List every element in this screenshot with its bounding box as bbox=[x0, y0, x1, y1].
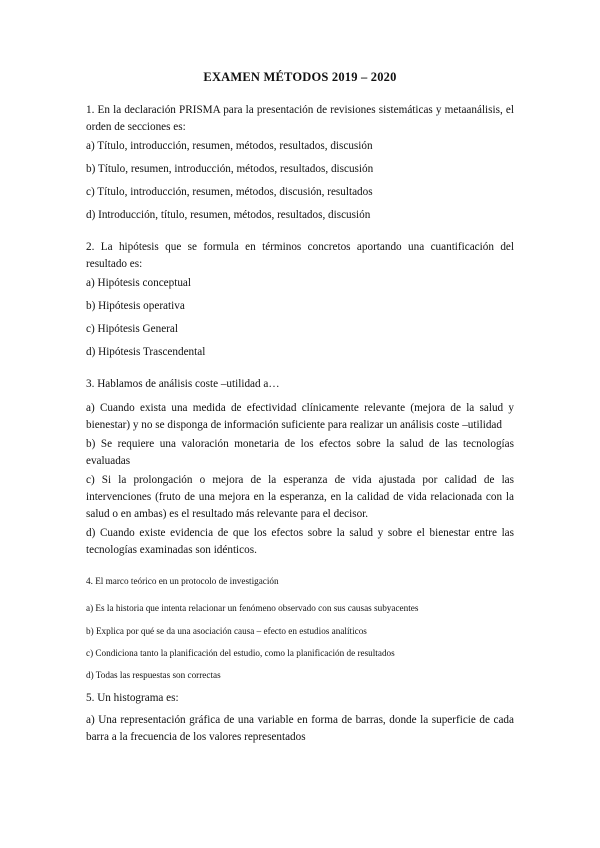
question-2: 2. La hipótesis que se formula en términos concretos aportando una cuantificación del resultado es: bbox=[86, 241, 514, 270]
q4-option-b: b) Explica por qué se da una asociación causa – efecto en estudios analíticos bbox=[86, 626, 367, 636]
q3-option-b: b) Se requiere una valoración monetaria de los efectos sobre la salud de las tecnologías evaluadas bbox=[86, 438, 514, 467]
q1-option-a: a) Título, introducción, resumen, métodos, resultados, discusión bbox=[86, 140, 373, 152]
q2-option-b: b) Hipótesis operativa bbox=[86, 300, 185, 312]
q3-option-c: c) Si la prolongación o mejora de la esperanza de vida ajustada por calidad de las intervenciones (fruto de una mejora en la esperanza, en la calidad de vida relacionada con la salud o en ambas) es el resultado más relevante para el decisor. bbox=[86, 474, 514, 520]
q1-option-d: d) Introducción, título, resumen, métodos, resultados, discusión bbox=[86, 209, 371, 221]
q1-option-c: c) Título, introducción, resumen, métodos, discusión, resultados bbox=[86, 186, 373, 198]
q4-option-d: d) Todas las respuestas son correctas bbox=[86, 670, 221, 680]
q1-option-b: b) Título, resumen, introducción, métodos, resultados, discusión bbox=[86, 163, 374, 175]
exam-title: EXAMEN MÉTODOS 2019 – 2020 bbox=[203, 70, 397, 84]
q3-option-a: a) Cuando exista una medida de efectividad clínicamente relevante (mejora de la salud y bienestar) y no se disponga de información suficiente para realizar un análisis coste –utilidad bbox=[86, 402, 514, 431]
question-3: 3. Hablamos de análisis coste –utilidad a… bbox=[86, 378, 280, 390]
question-5: 5. Un histograma es: bbox=[86, 692, 179, 704]
q2-option-d: d) Hipótesis Trascendental bbox=[86, 346, 206, 358]
question-4: 4. El marco teórico en un protocolo de investigación bbox=[86, 576, 279, 586]
q4-option-c: c) Condiciona tanto la planificación del estudio, como la planificación de resultados bbox=[86, 648, 395, 658]
q2-option-a: a) Hipótesis conceptual bbox=[86, 277, 192, 289]
question-1: 1. En la declaración PRISMA para la presentación de revisiones sistemáticas y metaanálisis, el orden de secciones es: bbox=[86, 104, 514, 133]
q3-option-d: d) Cuando existe evidencia de que los efectos sobre la salud y sobre el bienestar entre las tecnologías examinadas son idénticos. bbox=[86, 527, 514, 556]
q2-option-c: c) Hipótesis General bbox=[86, 323, 178, 335]
q4-option-a: a) Es la historia que intenta relacionar un fenómeno observado con sus causas subyacentes bbox=[86, 603, 419, 613]
q5-option-a: a) Una representación gráfica de una variable en forma de barras, donde la superficie de cada barra a la frecuencia de los valores representados bbox=[86, 714, 514, 743]
